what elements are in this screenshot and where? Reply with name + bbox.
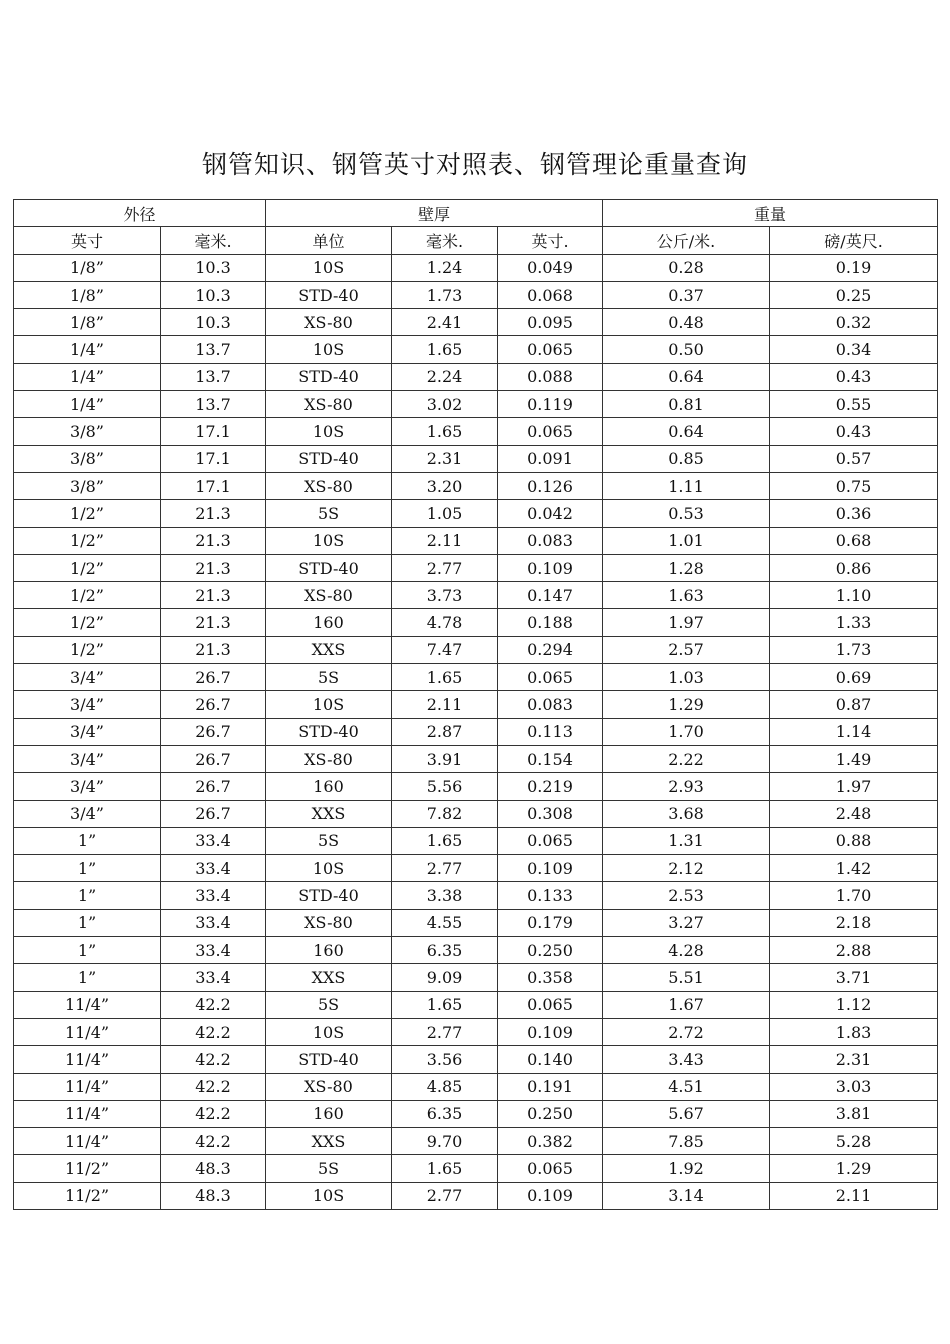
cell-weight-lb-per-ft: 0.36 [770,500,938,527]
cell-wall-mm: 7.82 [392,800,498,827]
cell-schedule: STD-40 [266,718,392,745]
pipe-specification-table [13,199,938,1210]
cell-od-mm: 26.7 [161,773,266,800]
cell-schedule: XS-80 [266,909,392,936]
cell-wall-mm: 2.11 [392,527,498,554]
cell-od-mm: 26.7 [161,745,266,772]
cell-wall-mm: 1.65 [392,1155,498,1182]
header-od-mm: 毫米. [161,227,266,254]
cell-od-mm: 48.3 [161,1155,266,1182]
cell-od-inch: 3/8” [14,418,161,445]
cell-wall-mm: 5.56 [392,773,498,800]
cell-od-mm: 10.3 [161,281,266,308]
table-row [14,363,938,390]
table-row [14,336,938,363]
cell-weight-kg-per-m: 3.68 [603,800,770,827]
cell-wall-inch: 0.250 [498,1100,603,1127]
cell-weight-kg-per-m: 2.22 [603,745,770,772]
cell-schedule: XXS [266,636,392,663]
cell-weight-lb-per-ft: 0.25 [770,281,938,308]
cell-schedule: 10S [266,527,392,554]
cell-od-inch: 1” [14,855,161,882]
table-row [14,472,938,499]
table-row [14,664,938,691]
cell-schedule: XXS [266,964,392,991]
table-row [14,909,938,936]
cell-od-mm: 33.4 [161,827,266,854]
cell-weight-lb-per-ft: 3.71 [770,964,938,991]
cell-od-inch: 1/4” [14,391,161,418]
cell-weight-kg-per-m: 2.12 [603,855,770,882]
cell-od-inch: 1” [14,909,161,936]
cell-od-inch: 1” [14,827,161,854]
cell-wall-inch: 0.109 [498,1182,603,1209]
cell-schedule: STD-40 [266,1046,392,1073]
cell-wall-mm: 1.73 [392,281,498,308]
cell-od-inch: 11/4” [14,991,161,1018]
cell-weight-kg-per-m: 0.48 [603,309,770,336]
cell-schedule: 5S [266,827,392,854]
table-row [14,609,938,636]
cell-schedule: 160 [266,773,392,800]
cell-od-mm: 10.3 [161,254,266,281]
cell-wall-inch: 0.147 [498,582,603,609]
group-header-row [14,200,938,227]
cell-schedule: XS-80 [266,391,392,418]
cell-weight-kg-per-m: 1.03 [603,664,770,691]
cell-wall-mm: 3.38 [392,882,498,909]
cell-wall-inch: 0.294 [498,636,603,663]
cell-schedule: 160 [266,937,392,964]
cell-od-mm: 21.3 [161,636,266,663]
cell-schedule: XXS [266,1128,392,1155]
cell-od-mm: 21.3 [161,554,266,581]
cell-wall-inch: 0.068 [498,281,603,308]
cell-weight-lb-per-ft: 2.11 [770,1182,938,1209]
table-row [14,718,938,745]
cell-weight-kg-per-m: 7.85 [603,1128,770,1155]
cell-od-mm: 26.7 [161,691,266,718]
cell-od-inch: 1/2” [14,527,161,554]
header-wall-mm: 毫米. [392,227,498,254]
cell-wall-mm: 2.87 [392,718,498,745]
cell-wall-inch: 0.191 [498,1073,603,1100]
cell-schedule: XS-80 [266,582,392,609]
cell-wall-mm: 2.77 [392,855,498,882]
cell-weight-kg-per-m: 5.67 [603,1100,770,1127]
cell-weight-lb-per-ft: 0.88 [770,827,938,854]
cell-weight-lb-per-ft: 1.70 [770,882,938,909]
cell-wall-inch: 0.109 [498,554,603,581]
cell-od-mm: 13.7 [161,363,266,390]
header-od-inch: 英寸 [14,227,161,254]
cell-weight-kg-per-m: 0.64 [603,418,770,445]
table-row [14,527,938,554]
cell-od-mm: 17.1 [161,418,266,445]
cell-weight-lb-per-ft: 0.57 [770,445,938,472]
cell-weight-kg-per-m: 3.27 [603,909,770,936]
cell-od-inch: 11/4” [14,1046,161,1073]
cell-wall-mm: 6.35 [392,937,498,964]
cell-od-mm: 10.3 [161,309,266,336]
cell-wall-mm: 1.65 [392,991,498,1018]
cell-schedule: 10S [266,1018,392,1045]
cell-wall-mm: 2.11 [392,691,498,718]
cell-wall-mm: 4.55 [392,909,498,936]
cell-od-mm: 33.4 [161,964,266,991]
cell-wall-inch: 0.083 [498,691,603,718]
cell-schedule: 10S [266,1182,392,1209]
cell-wall-mm: 1.05 [392,500,498,527]
page-title: 钢管知识、钢管英寸对照表、钢管理论重量查询 [201,149,748,179]
cell-weight-kg-per-m: 1.31 [603,827,770,854]
table-row [14,745,938,772]
cell-weight-kg-per-m: 1.28 [603,554,770,581]
table-row [14,254,938,281]
table-row [14,827,938,854]
cell-weight-kg-per-m: 2.57 [603,636,770,663]
table-row [14,691,938,718]
cell-wall-mm: 2.77 [392,1018,498,1045]
cell-schedule: XS-80 [266,745,392,772]
cell-od-inch: 3/8” [14,445,161,472]
cell-od-mm: 42.2 [161,1073,266,1100]
cell-od-mm: 21.3 [161,609,266,636]
cell-od-inch: 1/8” [14,309,161,336]
cell-od-inch: 1/4” [14,363,161,390]
cell-wall-mm: 1.24 [392,254,498,281]
table-row [14,418,938,445]
cell-wall-inch: 0.109 [498,855,603,882]
cell-weight-lb-per-ft: 3.81 [770,1100,938,1127]
table-row [14,800,938,827]
cell-od-mm: 21.3 [161,527,266,554]
cell-weight-kg-per-m: 0.53 [603,500,770,527]
cell-weight-lb-per-ft: 0.68 [770,527,938,554]
cell-od-mm: 42.2 [161,1046,266,1073]
cell-schedule: 10S [266,418,392,445]
cell-od-inch: 1/2” [14,609,161,636]
cell-wall-inch: 0.088 [498,363,603,390]
cell-weight-kg-per-m: 4.51 [603,1073,770,1100]
cell-wall-mm: 9.70 [392,1128,498,1155]
cell-od-inch: 1/8” [14,254,161,281]
cell-wall-inch: 0.109 [498,1018,603,1045]
cell-od-mm: 48.3 [161,1182,266,1209]
cell-weight-kg-per-m: 2.72 [603,1018,770,1045]
cell-weight-lb-per-ft: 1.14 [770,718,938,745]
cell-weight-lb-per-ft: 0.32 [770,309,938,336]
cell-wall-inch: 0.095 [498,309,603,336]
cell-schedule: XS-80 [266,472,392,499]
cell-wall-mm: 7.47 [392,636,498,663]
cell-wall-inch: 0.250 [498,937,603,964]
cell-weight-lb-per-ft: 1.97 [770,773,938,800]
table-row [14,855,938,882]
table-row [14,309,938,336]
cell-od-inch: 1/4” [14,336,161,363]
cell-weight-kg-per-m: 0.81 [603,391,770,418]
cell-schedule: 10S [266,336,392,363]
cell-weight-kg-per-m: 1.97 [603,609,770,636]
cell-od-mm: 13.7 [161,336,266,363]
cell-od-mm: 42.2 [161,1018,266,1045]
cell-weight-kg-per-m: 0.50 [603,336,770,363]
cell-weight-lb-per-ft: 0.69 [770,664,938,691]
cell-od-inch: 3/4” [14,691,161,718]
cell-od-inch: 11/4” [14,1100,161,1127]
cell-wall-mm: 3.56 [392,1046,498,1073]
cell-weight-lb-per-ft: 3.03 [770,1073,938,1100]
table-row [14,582,938,609]
cell-od-mm: 13.7 [161,391,266,418]
cell-weight-kg-per-m: 3.14 [603,1182,770,1209]
cell-weight-lb-per-ft: 1.10 [770,582,938,609]
cell-weight-kg-per-m: 0.37 [603,281,770,308]
cell-wall-inch: 0.091 [498,445,603,472]
cell-wall-inch: 0.179 [498,909,603,936]
cell-wall-mm: 3.20 [392,472,498,499]
cell-weight-kg-per-m: 1.67 [603,991,770,1018]
cell-wall-mm: 4.78 [392,609,498,636]
cell-od-mm: 21.3 [161,582,266,609]
table-row [14,445,938,472]
cell-od-mm: 26.7 [161,718,266,745]
header-weight-lb-per-ft: 磅/英尺. [770,227,938,254]
cell-weight-kg-per-m: 2.93 [603,773,770,800]
header-weight: 重量 [603,200,938,227]
cell-wall-mm: 3.73 [392,582,498,609]
table-row [14,1182,938,1209]
cell-wall-mm: 9.09 [392,964,498,991]
cell-wall-inch: 0.133 [498,882,603,909]
cell-schedule: XS-80 [266,1073,392,1100]
table-row [14,500,938,527]
cell-schedule: 10S [266,254,392,281]
cell-od-mm: 33.4 [161,882,266,909]
cell-weight-kg-per-m: 0.28 [603,254,770,281]
cell-wall-inch: 0.308 [498,800,603,827]
cell-weight-lb-per-ft: 0.34 [770,336,938,363]
cell-weight-lb-per-ft: 1.29 [770,1155,938,1182]
cell-wall-inch: 0.065 [498,1155,603,1182]
cell-wall-inch: 0.083 [498,527,603,554]
cell-wall-inch: 0.113 [498,718,603,745]
cell-wall-mm: 1.65 [392,336,498,363]
cell-weight-lb-per-ft: 0.19 [770,254,938,281]
header-wall-inch: 英寸. [498,227,603,254]
cell-wall-inch: 0.119 [498,391,603,418]
cell-wall-inch: 0.065 [498,827,603,854]
cell-weight-kg-per-m: 1.01 [603,527,770,554]
cell-od-mm: 33.4 [161,909,266,936]
header-weight-kg-per-m: 公斤/米. [603,227,770,254]
cell-schedule: XS-80 [266,309,392,336]
cell-od-mm: 26.7 [161,800,266,827]
cell-weight-lb-per-ft: 2.18 [770,909,938,936]
cell-wall-mm: 1.65 [392,664,498,691]
cell-od-inch: 3/4” [14,718,161,745]
cell-schedule: XXS [266,800,392,827]
sub-header-row [14,227,938,254]
table-row [14,554,938,581]
cell-od-mm: 33.4 [161,855,266,882]
cell-weight-lb-per-ft: 1.49 [770,745,938,772]
cell-od-inch: 11/4” [14,1018,161,1045]
cell-weight-kg-per-m: 0.64 [603,363,770,390]
cell-wall-inch: 0.188 [498,609,603,636]
cell-schedule: 10S [266,855,392,882]
cell-weight-lb-per-ft: 2.48 [770,800,938,827]
cell-wall-mm: 1.65 [392,827,498,854]
cell-weight-lb-per-ft: 2.31 [770,1046,938,1073]
cell-weight-lb-per-ft: 0.87 [770,691,938,718]
cell-wall-inch: 0.065 [498,418,603,445]
cell-wall-inch: 0.042 [498,500,603,527]
cell-schedule: STD-40 [266,363,392,390]
cell-od-inch: 1” [14,937,161,964]
cell-weight-kg-per-m: 1.70 [603,718,770,745]
cell-od-inch: 11/2” [14,1182,161,1209]
table-row [14,1018,938,1045]
cell-schedule: 10S [266,691,392,718]
cell-od-inch: 1/2” [14,500,161,527]
cell-wall-inch: 0.065 [498,664,603,691]
cell-weight-kg-per-m: 1.92 [603,1155,770,1182]
cell-weight-kg-per-m: 1.29 [603,691,770,718]
cell-wall-inch: 0.140 [498,1046,603,1073]
cell-od-inch: 1” [14,882,161,909]
table-body [14,254,938,1209]
cell-od-mm: 17.1 [161,472,266,499]
cell-schedule: 160 [266,609,392,636]
header-outer-diameter: 外径 [14,200,266,227]
cell-wall-mm: 3.91 [392,745,498,772]
cell-schedule: 5S [266,991,392,1018]
cell-schedule: STD-40 [266,882,392,909]
cell-od-mm: 26.7 [161,664,266,691]
cell-od-inch: 11/4” [14,1128,161,1155]
cell-od-inch: 1/2” [14,554,161,581]
cell-wall-inch: 0.219 [498,773,603,800]
cell-od-inch: 1/2” [14,582,161,609]
cell-od-inch: 3/4” [14,745,161,772]
cell-od-inch: 3/4” [14,800,161,827]
cell-wall-mm: 1.65 [392,418,498,445]
cell-schedule: 5S [266,664,392,691]
cell-schedule: 5S [266,1155,392,1182]
header-wall-thickness: 壁厚 [266,200,603,227]
table-row [14,281,938,308]
cell-weight-lb-per-ft: 1.42 [770,855,938,882]
cell-weight-lb-per-ft: 0.86 [770,554,938,581]
cell-weight-kg-per-m: 1.11 [603,472,770,499]
cell-weight-lb-per-ft: 1.73 [770,636,938,663]
cell-weight-lb-per-ft: 0.55 [770,391,938,418]
table-row [14,1073,938,1100]
cell-od-inch: 1/2” [14,636,161,663]
cell-schedule: STD-40 [266,554,392,581]
cell-od-inch: 11/2” [14,1155,161,1182]
table-row [14,1100,938,1127]
cell-wall-mm: 2.77 [392,554,498,581]
table-row [14,964,938,991]
cell-schedule: 160 [266,1100,392,1127]
cell-od-mm: 21.3 [161,500,266,527]
cell-weight-lb-per-ft: 0.43 [770,363,938,390]
table-row [14,1046,938,1073]
cell-od-inch: 3/4” [14,773,161,800]
cell-weight-lb-per-ft: 1.83 [770,1018,938,1045]
cell-od-inch: 11/4” [14,1073,161,1100]
cell-weight-kg-per-m: 2.53 [603,882,770,909]
table-row [14,391,938,418]
cell-weight-lb-per-ft: 1.33 [770,609,938,636]
cell-wall-inch: 0.065 [498,336,603,363]
cell-wall-inch: 0.049 [498,254,603,281]
cell-wall-mm: 2.77 [392,1182,498,1209]
cell-weight-kg-per-m: 4.28 [603,937,770,964]
cell-od-inch: 3/8” [14,472,161,499]
cell-od-inch: 3/4” [14,664,161,691]
table-row [14,991,938,1018]
cell-od-inch: 1/8” [14,281,161,308]
header-schedule: 单位 [266,227,392,254]
cell-wall-mm: 2.31 [392,445,498,472]
cell-schedule: 5S [266,500,392,527]
cell-weight-kg-per-m: 5.51 [603,964,770,991]
cell-wall-mm: 2.41 [392,309,498,336]
cell-wall-inch: 0.126 [498,472,603,499]
cell-schedule: STD-40 [266,445,392,472]
cell-wall-mm: 2.24 [392,363,498,390]
cell-schedule: STD-40 [266,281,392,308]
table-row [14,1155,938,1182]
table-row [14,1128,938,1155]
table-row [14,937,938,964]
cell-wall-inch: 0.382 [498,1128,603,1155]
cell-wall-inch: 0.358 [498,964,603,991]
cell-od-inch: 1” [14,964,161,991]
cell-weight-lb-per-ft: 1.12 [770,991,938,1018]
cell-wall-inch: 0.154 [498,745,603,772]
table-row [14,882,938,909]
cell-od-mm: 42.2 [161,1100,266,1127]
cell-wall-mm: 4.85 [392,1073,498,1100]
cell-od-mm: 33.4 [161,937,266,964]
cell-wall-mm: 6.35 [392,1100,498,1127]
cell-weight-lb-per-ft: 2.88 [770,937,938,964]
table-row [14,773,938,800]
cell-wall-mm: 3.02 [392,391,498,418]
cell-od-mm: 17.1 [161,445,266,472]
cell-od-mm: 42.2 [161,991,266,1018]
cell-weight-lb-per-ft: 0.43 [770,418,938,445]
table-row [14,636,938,663]
cell-wall-inch: 0.065 [498,991,603,1018]
cell-weight-kg-per-m: 1.63 [603,582,770,609]
cell-od-mm: 42.2 [161,1128,266,1155]
cell-weight-kg-per-m: 0.85 [603,445,770,472]
cell-weight-kg-per-m: 3.43 [603,1046,770,1073]
cell-weight-lb-per-ft: 0.75 [770,472,938,499]
cell-weight-lb-per-ft: 5.28 [770,1128,938,1155]
